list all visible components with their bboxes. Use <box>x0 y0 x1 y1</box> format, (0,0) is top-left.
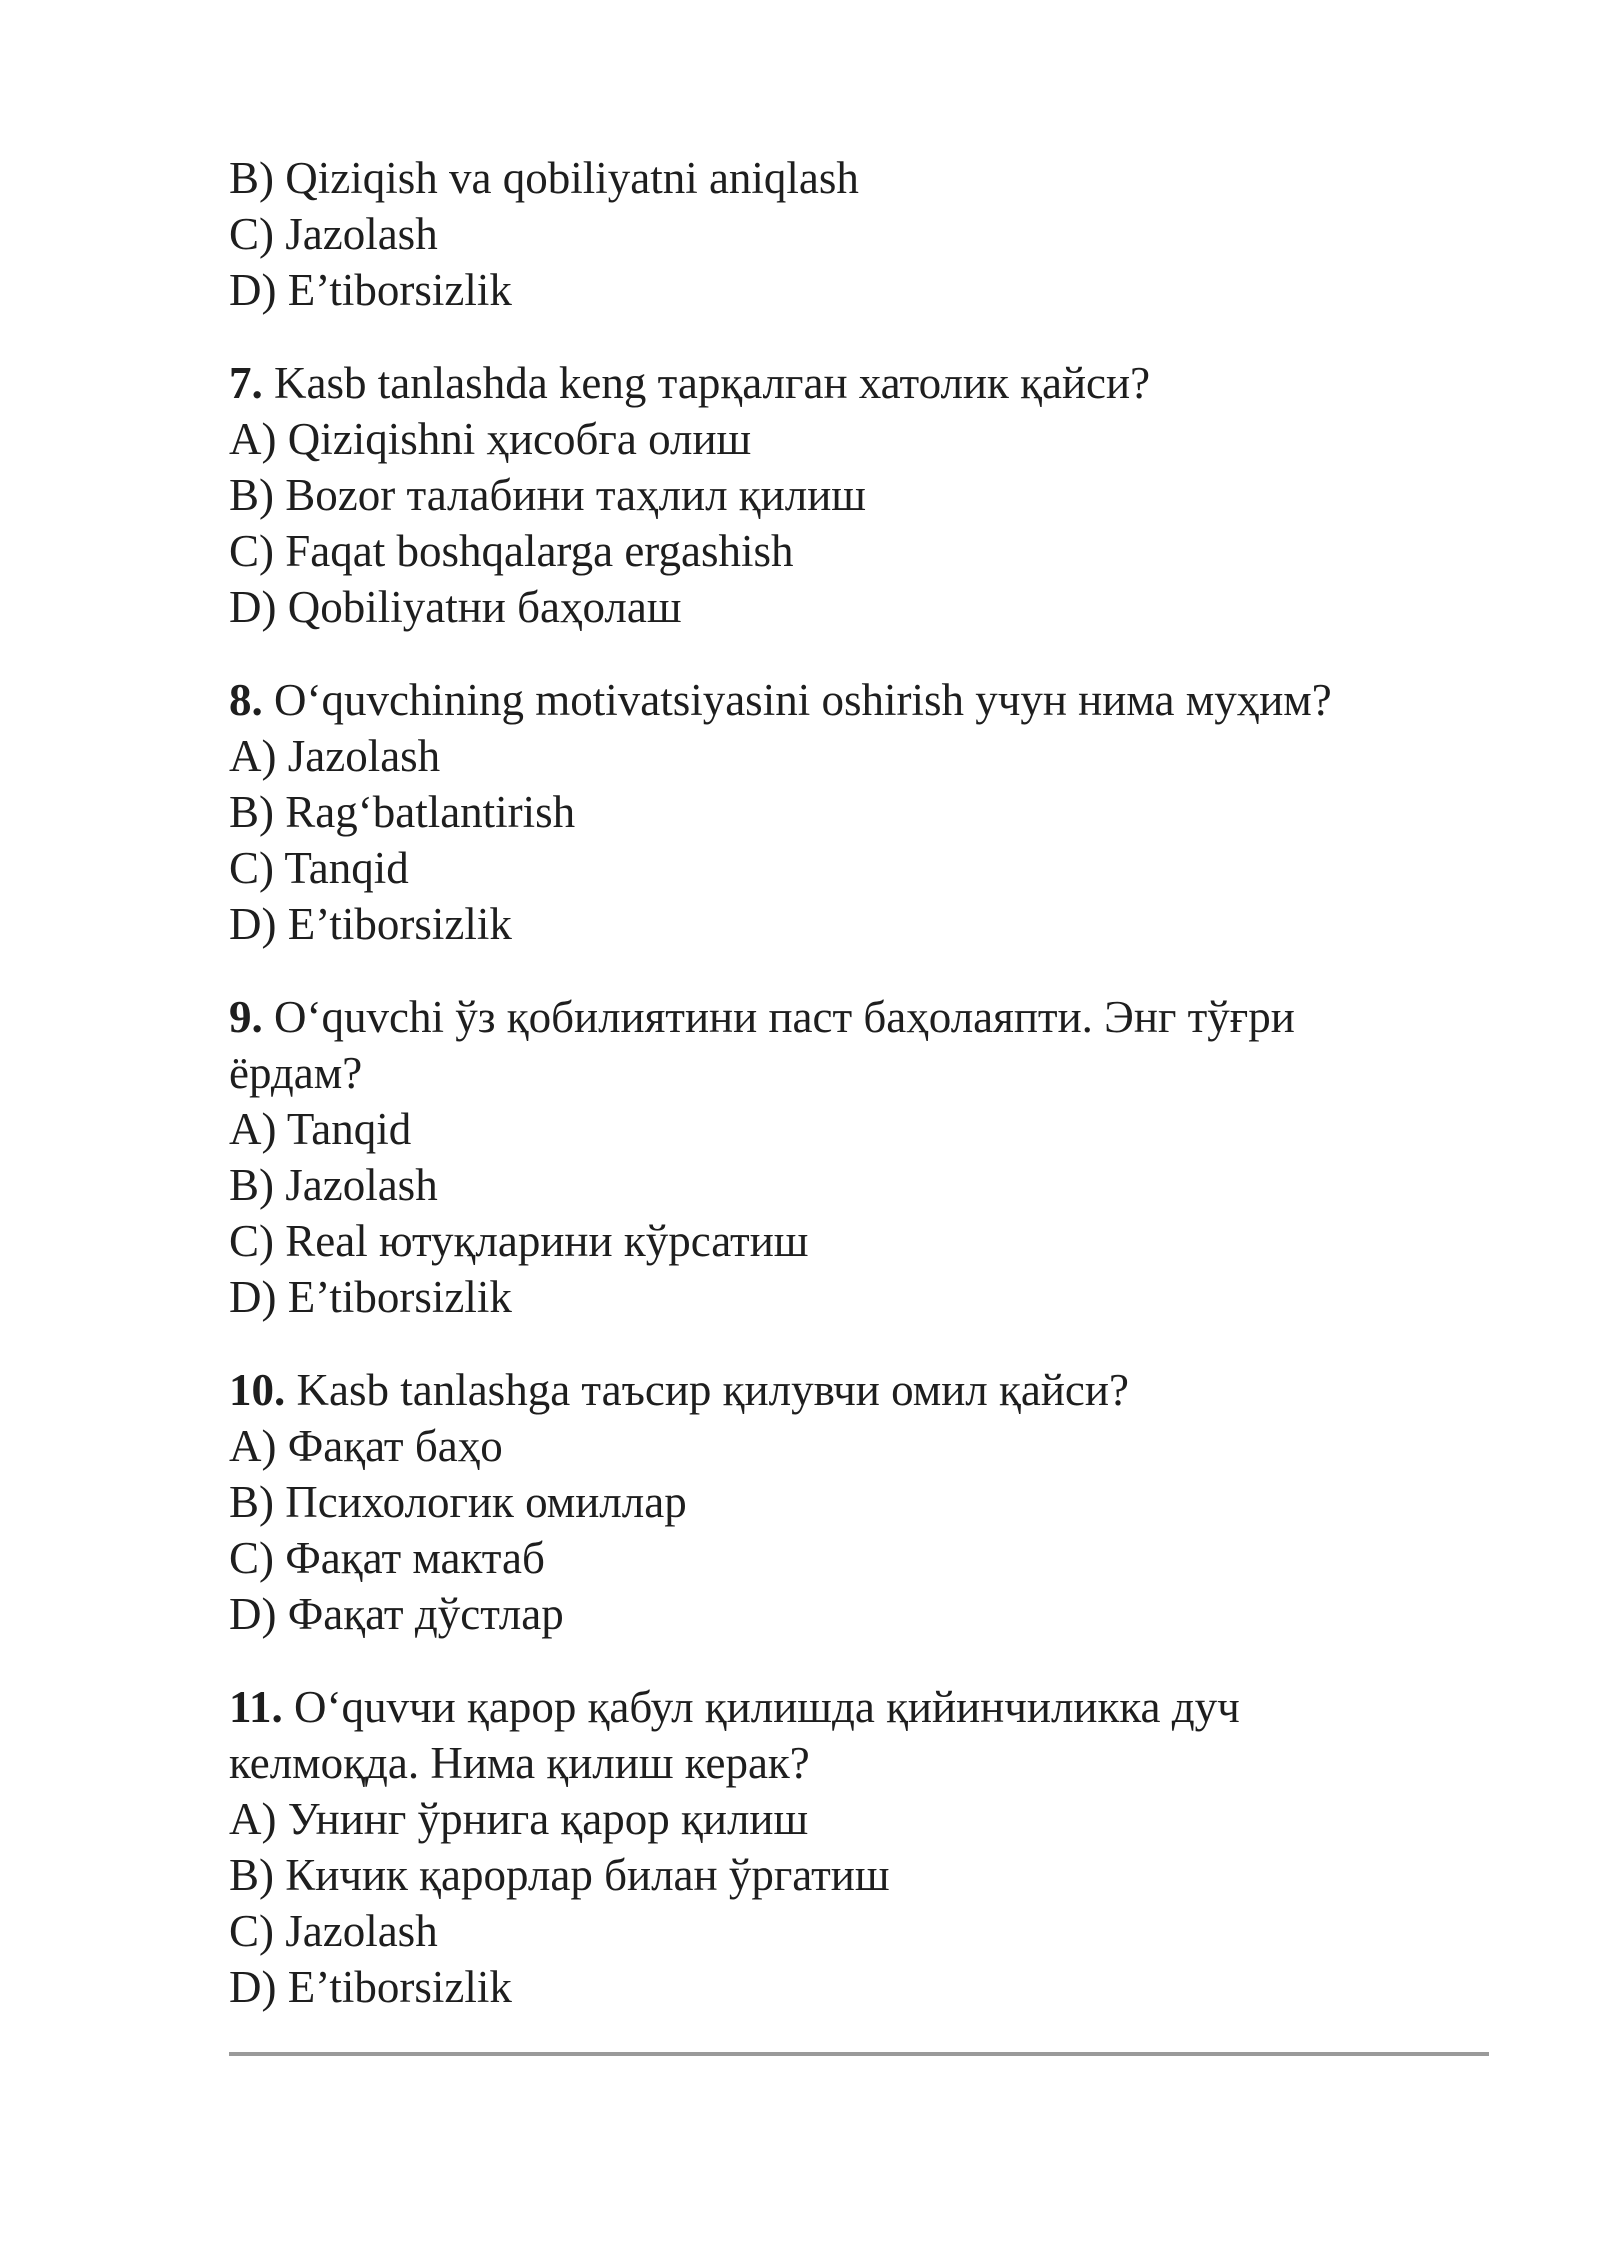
question-text <box>229 1362 1489 1418</box>
option-d: D) Фақат дўстлар <box>229 1589 564 1639</box>
option-c: C) Фақат мактаб <box>229 1533 545 1583</box>
question-number: 11. <box>229 1682 283 1732</box>
option-c: C) Faqat boshqalarga ergashish <box>229 526 794 576</box>
option-a: A) Фақат баҳо <box>229 1421 503 1471</box>
option-a: A) Jazolash <box>229 731 441 781</box>
question-7 <box>229 355 1489 635</box>
option-b: B) Кичик қарорлар билан ўргатиш <box>229 1850 890 1900</box>
option-d: D) E’tiborsizlik <box>229 1272 512 1322</box>
question-10 <box>229 1362 1489 1642</box>
question-number: 7. <box>229 358 263 408</box>
option-c: C) Jazolash <box>229 209 438 259</box>
question-body: Kasb tanlashga таъсир қилувчи омил қайси? <box>285 1365 1129 1415</box>
question-8 <box>229 672 1489 952</box>
question-text <box>229 355 1489 411</box>
option-b: B) Jazolash <box>229 1160 438 1210</box>
option-c: C) Real ютуқларини кўрсатиш <box>229 1216 809 1266</box>
question-text <box>229 1679 1349 1791</box>
question-body: O‘quvчи қарор қабул қилишда қийинчиликка дуч келмоқда. Нима қилиш керак? <box>229 1682 1240 1788</box>
question-text <box>229 672 1489 728</box>
option-d: D) E’tiborsizlik <box>229 265 512 315</box>
question-6-options <box>229 150 1489 318</box>
option-b: B) Rag‘batlantirish <box>229 787 576 837</box>
option-a: A) Унинг ўрнига қарор қилиш <box>229 1794 809 1844</box>
question-number: 10. <box>229 1365 286 1415</box>
question-body: Kasb tanlashda keng тарқалган хатолик қайси? <box>262 358 1151 408</box>
horizontal-divider <box>229 2052 1489 2056</box>
question-number: 8. <box>229 675 263 725</box>
option-b: B) Bozor талабини таҳлил қилиш <box>229 470 866 520</box>
option-a: A) Tanqid <box>229 1104 412 1154</box>
question-body: O‘quvchi ўз қобилиятини паст баҳолаяпти. Энг тўғри ёрдам? <box>229 992 1295 1098</box>
question-number: 9. <box>229 992 263 1042</box>
document-page <box>229 150 1489 2015</box>
option-b: B) Qiziqish va qobiliyatni aniqlash <box>229 153 859 203</box>
option-b: B) Психологик омиллар <box>229 1477 687 1527</box>
option-c: C) Tanqid <box>229 843 409 893</box>
option-d: D) Qobiliyatни баҳолаш <box>229 582 682 632</box>
question-text <box>229 989 1429 1101</box>
question-body: O‘quvchining motivatsiyasini oshirish учун нима муҳим? <box>262 675 1332 725</box>
question-11 <box>229 1679 1489 2015</box>
option-d: D) E’tiborsizlik <box>229 899 512 949</box>
option-a: A) Qiziqishni ҳисобга олиш <box>229 414 752 464</box>
option-d: D) E’tiborsizlik <box>229 1962 512 2012</box>
option-c: C) Jazolash <box>229 1906 438 1956</box>
question-9 <box>229 989 1489 1325</box>
